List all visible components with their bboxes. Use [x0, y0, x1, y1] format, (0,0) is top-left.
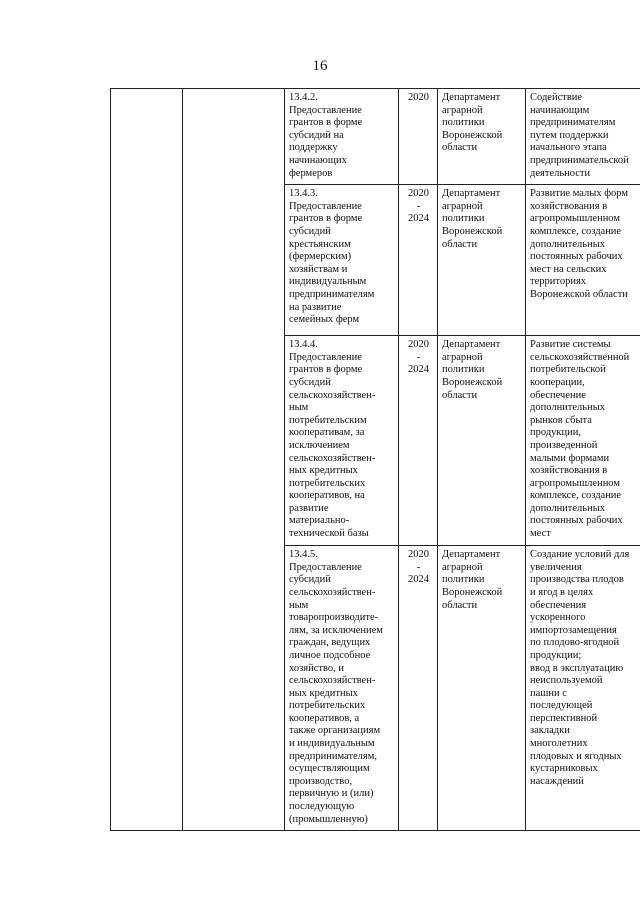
- measure-text: Предоставление грантов в форме субсидий на поддержку начинающих фермеров: [289, 104, 363, 179]
- executor-cell: [438, 546, 526, 831]
- table-row: [111, 89, 640, 185]
- result-text: Создание условий для увеличения производства плодов и ягод в целях обеспечения ускоренного импортозамещения по плодово-ягодной продукции; ввод в эксплуатацию неиспользуемой пашни с последующей перспективной закладки многолетних плодовых и ягодных кустарниковых насаждений: [530, 549, 630, 787]
- executor-text: Департамент аграрной политики Воронежской области: [442, 339, 503, 401]
- result-cell: [526, 185, 640, 336]
- year-from: 2020: [408, 339, 429, 351]
- year-to: 2024: [408, 364, 429, 376]
- measure-number: 13.4.4.: [289, 339, 318, 351]
- result-cell: [526, 336, 640, 546]
- page-number: 16: [312, 58, 328, 74]
- measure-number: 13.4.3.: [289, 188, 318, 200]
- measure-text: Предоставление грантов в форме субсидий крестьянским (фермерским) хозяйствам и индивидуальным предпринимателям на развитие семейных ферм: [289, 200, 375, 326]
- measure-cell: [285, 546, 399, 831]
- measures-table: [110, 88, 640, 831]
- empty-cell-2: [183, 89, 285, 831]
- year-from: 2020: [408, 92, 429, 103]
- executor-cell: [438, 336, 526, 546]
- measure-cell: [285, 336, 399, 546]
- executor-cell: [438, 185, 526, 336]
- period-cell: [399, 336, 438, 546]
- executor-text: Департамент аграрной политики Воронежской области: [442, 92, 503, 154]
- measure-number: 13.4.2.: [289, 92, 318, 103]
- measure-text: Предоставление грантов в форме субсидий сельскохозяйствен- ным потребительским кооперативам, за исключением сельскохозяйствен- ных кредитных потребительских кооперативов, на развитие материально- технической базы: [289, 351, 376, 540]
- year-to: 2024: [408, 574, 429, 586]
- result-text: Развитие малых форм хозяйствования в агропромышленном комплексе, создание дополнительных постоянных рабочих мест на сельских территориях Воронежской области: [530, 188, 629, 300]
- measure-cell: [285, 185, 399, 336]
- measure-text: Предоставление субсидий сельскохозяйствен- ным товаропроизводите- лям, за исключением граждан, ведущих личное подсобное хозяйство, и сельскохозяйствен- ных кредитных потребительских кооперативов, а также организациям и индивидуальным предпринимателям, осуществляющим производство, первичную и (или) последующую (промышленную): [289, 561, 383, 825]
- year-dash: -: [416, 200, 421, 212]
- measure-cell: [285, 89, 399, 185]
- result-text: Содействие начинающим предпринимателям путем поддержки начального этапа предпринимательской деятельности: [530, 92, 629, 179]
- year-from: 2020: [408, 188, 429, 200]
- result-cell: [526, 546, 640, 831]
- year-dash: -: [416, 351, 421, 363]
- executor-cell: [438, 89, 526, 185]
- executor-text: Департамент аграрной политики Воронежской области: [442, 549, 503, 611]
- empty-cell-1: [111, 89, 183, 831]
- year-from: 2020: [408, 549, 429, 561]
- period-cell: [399, 89, 438, 185]
- executor-text: Департамент аграрной политики Воронежской области: [442, 188, 503, 250]
- year-dash: -: [416, 561, 421, 573]
- result-cell: [526, 89, 640, 185]
- period-cell: [399, 185, 438, 336]
- result-text: Развитие системы сельскохозяйственной потребительской кооперации, обеспечение дополнительных рынков сбыта продукции, произведенной малыми формами хозяйствования в агропромышленном комплексе, создание дополнительных постоянных рабочих мест: [530, 339, 630, 540]
- measure-number: 13.4.5.: [289, 549, 318, 561]
- period-cell: [399, 546, 438, 831]
- year-to: 2024: [408, 213, 429, 225]
